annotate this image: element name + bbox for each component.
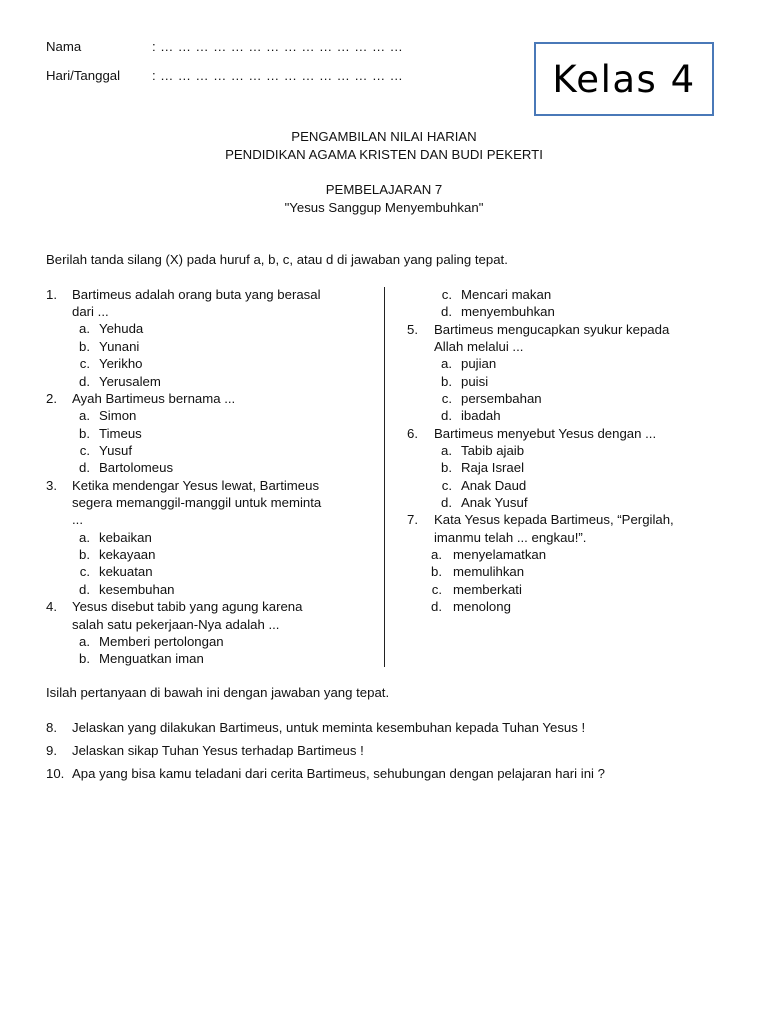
lesson-title: PEMBELAJARAN 7 (325, 182, 443, 197)
question-2-text: Ayah Bartimeus bernama ... (72, 391, 236, 406)
option-text: Yehuda (99, 321, 144, 336)
option-text: Timeus (99, 426, 142, 441)
option-text: Simon (99, 408, 137, 423)
option-text: Menguatkan iman (99, 651, 204, 666)
option-text: menyembuhkan (461, 304, 555, 319)
question-9-text: Jelaskan sikap Tuhan Yesus terhadap Bartimeus ! (72, 743, 364, 758)
option-text: Memberi pertolongan (99, 634, 224, 649)
question-1-text: Bartimeus adalah orang buta yang berasal (72, 287, 321, 302)
option-letter[interactable]: a. (79, 634, 90, 649)
option-text: Raja Israel (461, 460, 525, 475)
question-7-text: imanmu telah ... engkau!”. (434, 530, 587, 545)
question-8-number: 8. (46, 720, 57, 735)
option-text: menyelamatkan (453, 547, 547, 562)
option-letter[interactable]: d. (441, 408, 452, 423)
option-letter[interactable]: b. (79, 339, 90, 354)
question-3-text: segera memanggil-manggil untuk meminta (72, 495, 322, 510)
option-letter[interactable]: b. (441, 374, 452, 389)
question-5-text: Allah melalui ... (434, 339, 524, 354)
question-1-text: dari ... (72, 304, 109, 319)
option-letter[interactable]: a. (79, 530, 90, 545)
option-letter[interactable]: d. (441, 304, 452, 319)
column-divider (384, 287, 385, 667)
question-1-number: 1. (46, 287, 57, 302)
option-text: menolong (453, 599, 511, 614)
question-10-number: 10. (46, 766, 65, 781)
option-letter[interactable]: b. (441, 460, 452, 475)
question-6-number: 6. (407, 426, 418, 441)
option-letter[interactable]: c. (441, 478, 452, 493)
multiple-choice-instruction: Berilah tanda silang (X) pada huruf a, b, c, atau d di jawaban yang paling tepat. (46, 252, 508, 267)
option-letter[interactable]: d. (431, 599, 442, 614)
option-letter[interactable]: d. (79, 460, 90, 475)
option-letter[interactable]: d. (79, 582, 90, 597)
question-4-number: 4. (46, 599, 57, 614)
option-text: Yusuf (99, 443, 132, 458)
question-5-text: Bartimeus mengucapkan syukur kepada (434, 322, 670, 337)
lesson-subtitle: "Yesus Sanggup Menyembuhkan" (284, 200, 484, 215)
option-letter[interactable]: c. (431, 582, 442, 597)
option-letter[interactable]: c. (79, 356, 90, 371)
option-text: ibadah (461, 408, 501, 423)
option-letter[interactable]: b. (79, 426, 90, 441)
question-3-text: ... (72, 512, 83, 527)
option-letter[interactable]: a. (79, 408, 90, 423)
question-4-text: salah satu pekerjaan-Nya adalah ... (72, 617, 280, 632)
subject-title: PENDIDIKAN AGAMA KRISTEN DAN BUDI PEKERTI (225, 147, 543, 162)
option-letter[interactable]: c. (79, 564, 90, 579)
option-text: Yerusalem (99, 374, 161, 389)
option-text: Yerikho (99, 356, 143, 371)
option-text: kesembuhan (99, 582, 175, 597)
hari-tanggal-field[interactable]: : … … … … … … … … … … … … … … (152, 68, 404, 83)
question-6-text: Bartimeus menyebut Yesus dengan ... (434, 426, 657, 441)
hari-tanggal-label: Hari/Tanggal (46, 68, 121, 83)
option-text: persembahan (461, 391, 542, 406)
option-letter[interactable]: b. (79, 651, 90, 666)
option-letter[interactable]: b. (431, 564, 442, 579)
question-3-text: Ketika mendengar Yesus lewat, Bartimeus (72, 478, 320, 493)
option-text: Bartolomeus (99, 460, 174, 475)
option-text: Anak Daud (461, 478, 527, 493)
option-letter[interactable]: a. (441, 443, 452, 458)
question-7-number: 7. (407, 512, 418, 527)
option-letter[interactable]: a. (431, 547, 442, 562)
option-letter[interactable]: a. (79, 321, 90, 336)
option-letter[interactable]: c. (441, 391, 452, 406)
option-text: Yunani (99, 339, 140, 354)
question-3-number: 3. (46, 478, 57, 493)
question-4-text: Yesus disebut tabib yang agung karena (72, 599, 303, 614)
option-letter[interactable]: a. (441, 356, 452, 371)
option-text: memulihkan (453, 564, 525, 579)
option-text: Mencari makan (461, 287, 552, 302)
option-letter[interactable]: b. (79, 547, 90, 562)
option-text: Anak Yusuf (461, 495, 528, 510)
nama-label: Nama (46, 39, 82, 54)
option-letter[interactable]: c. (441, 287, 452, 302)
class-box (534, 42, 714, 116)
option-text: puisi (461, 374, 489, 389)
question-9-number: 9. (46, 743, 57, 758)
option-text: pujian (461, 356, 497, 371)
option-text: kekayaan (99, 547, 156, 562)
option-text: Tabib ajaib (461, 443, 525, 458)
option-text: memberkati (453, 582, 522, 597)
essay-instruction: Isilah pertanyaan di bawah ini dengan jawaban yang tepat. (46, 685, 390, 700)
option-text: kekuatan (99, 564, 153, 579)
question-10-text: Apa yang bisa kamu teladani dari cerita Bartimeus, sehubungan dengan pelajaran hari ini ? (72, 766, 605, 781)
option-letter[interactable]: d. (441, 495, 452, 510)
option-letter[interactable]: d. (79, 374, 90, 389)
option-text: kebaikan (99, 530, 152, 545)
exam-title: PENGAMBILAN NILAI HARIAN (291, 129, 477, 144)
question-5-number: 5. (407, 322, 418, 337)
question-8-text: Jelaskan yang dilakukan Bartimeus, untuk meminta kesembuhan kepada Tuhan Yesus ! (72, 720, 586, 735)
nama-field[interactable]: : … … … … … … … … … … … … … … (152, 39, 404, 54)
option-letter[interactable]: c. (79, 443, 90, 458)
class-label: Kelas 4 (552, 57, 696, 101)
question-2-number: 2. (46, 391, 57, 406)
question-7-text: Kata Yesus kepada Bartimeus, “Pergilah, (434, 512, 674, 527)
